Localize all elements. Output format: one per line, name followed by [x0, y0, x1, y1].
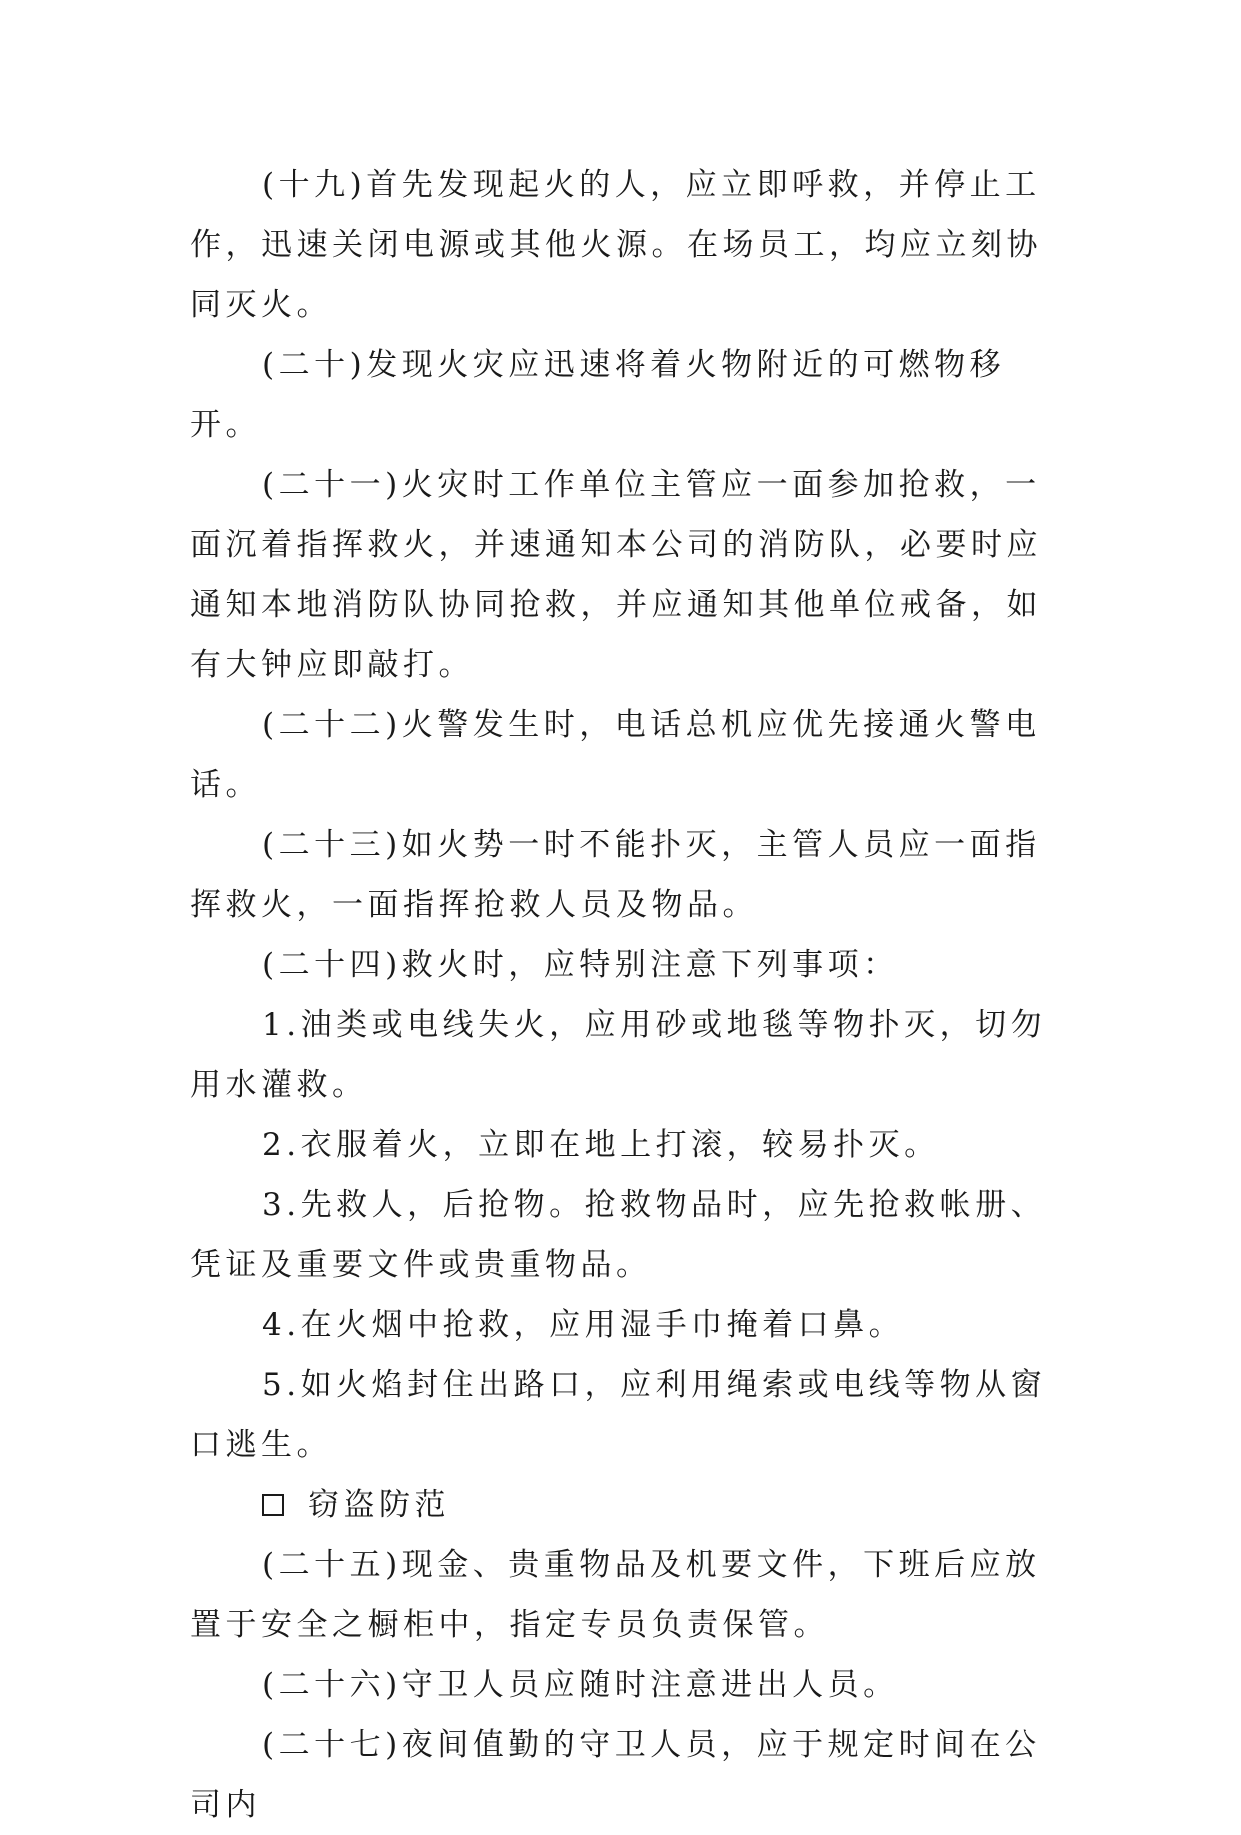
- list-item-4: 4.在火烟中抢救，应用湿手巾掩着口鼻。: [262, 1307, 905, 1343]
- paragraph-21: (二十一)火灾时工作单位主管应一面参加抢救，一面沉着指挥救火，并速通知本公司的消防队，必要时应通知本地消防队协同抢救，并应通知其他单位戒备，如有大钟应即敲打。: [190, 467, 1042, 683]
- section-heading-label: 窃盗防范: [308, 1487, 450, 1523]
- paragraph-26: (二十六)守卫人员应随时注意进出人员。: [262, 1667, 899, 1703]
- checkbox-icon: [262, 1494, 284, 1516]
- list-item-5: 5.如火焰封住出路口，应利用绳索或电线等物从窗口逃生。: [190, 1367, 1047, 1463]
- paragraph-27: (二十七)夜间值勤的守卫人员，应于规定时间在公司内: [190, 1727, 1041, 1823]
- list-item-3: 3.先救人，后抢物。抢救物品时，应先抢救帐册、凭证及重要文件或贵重物品。: [190, 1187, 1047, 1283]
- paragraph-23: (二十三)如火势一时不能扑灭，主管人员应一面指挥救火，一面指挥抢救人员及物品。: [190, 827, 1041, 923]
- paragraph-25: (二十五)现金、贵重物品及机要文件，下班后应放置于安全之橱柜中，指定专员负责保管。: [190, 1547, 1041, 1643]
- document-page: [190, 155, 1070, 1835]
- paragraph-24: (二十四)救火时，应特别注意下列事项：: [262, 947, 899, 983]
- paragraph-20: (二十)发现火灾应迅速将着火物附近的可燃物移开。: [190, 347, 1006, 443]
- list-item-2: 2.衣服着火，立即在地上打滚，较易扑灭。: [262, 1127, 940, 1163]
- section-heading: [190, 1475, 1070, 1535]
- list-item-1: 1.油类或电线失火，应用砂或地毯等物扑灭，切勿用水灌救。: [190, 1007, 1047, 1103]
- paragraph-22: (二十二)火警发生时，电话总机应优先接通火警电话。: [190, 707, 1041, 803]
- paragraph-19: (十九)首先发现起火的人，应立即呼救，并停止工作，迅速关闭电源或其他火源。在场员工，均应立刻协同灭火。: [190, 167, 1042, 323]
